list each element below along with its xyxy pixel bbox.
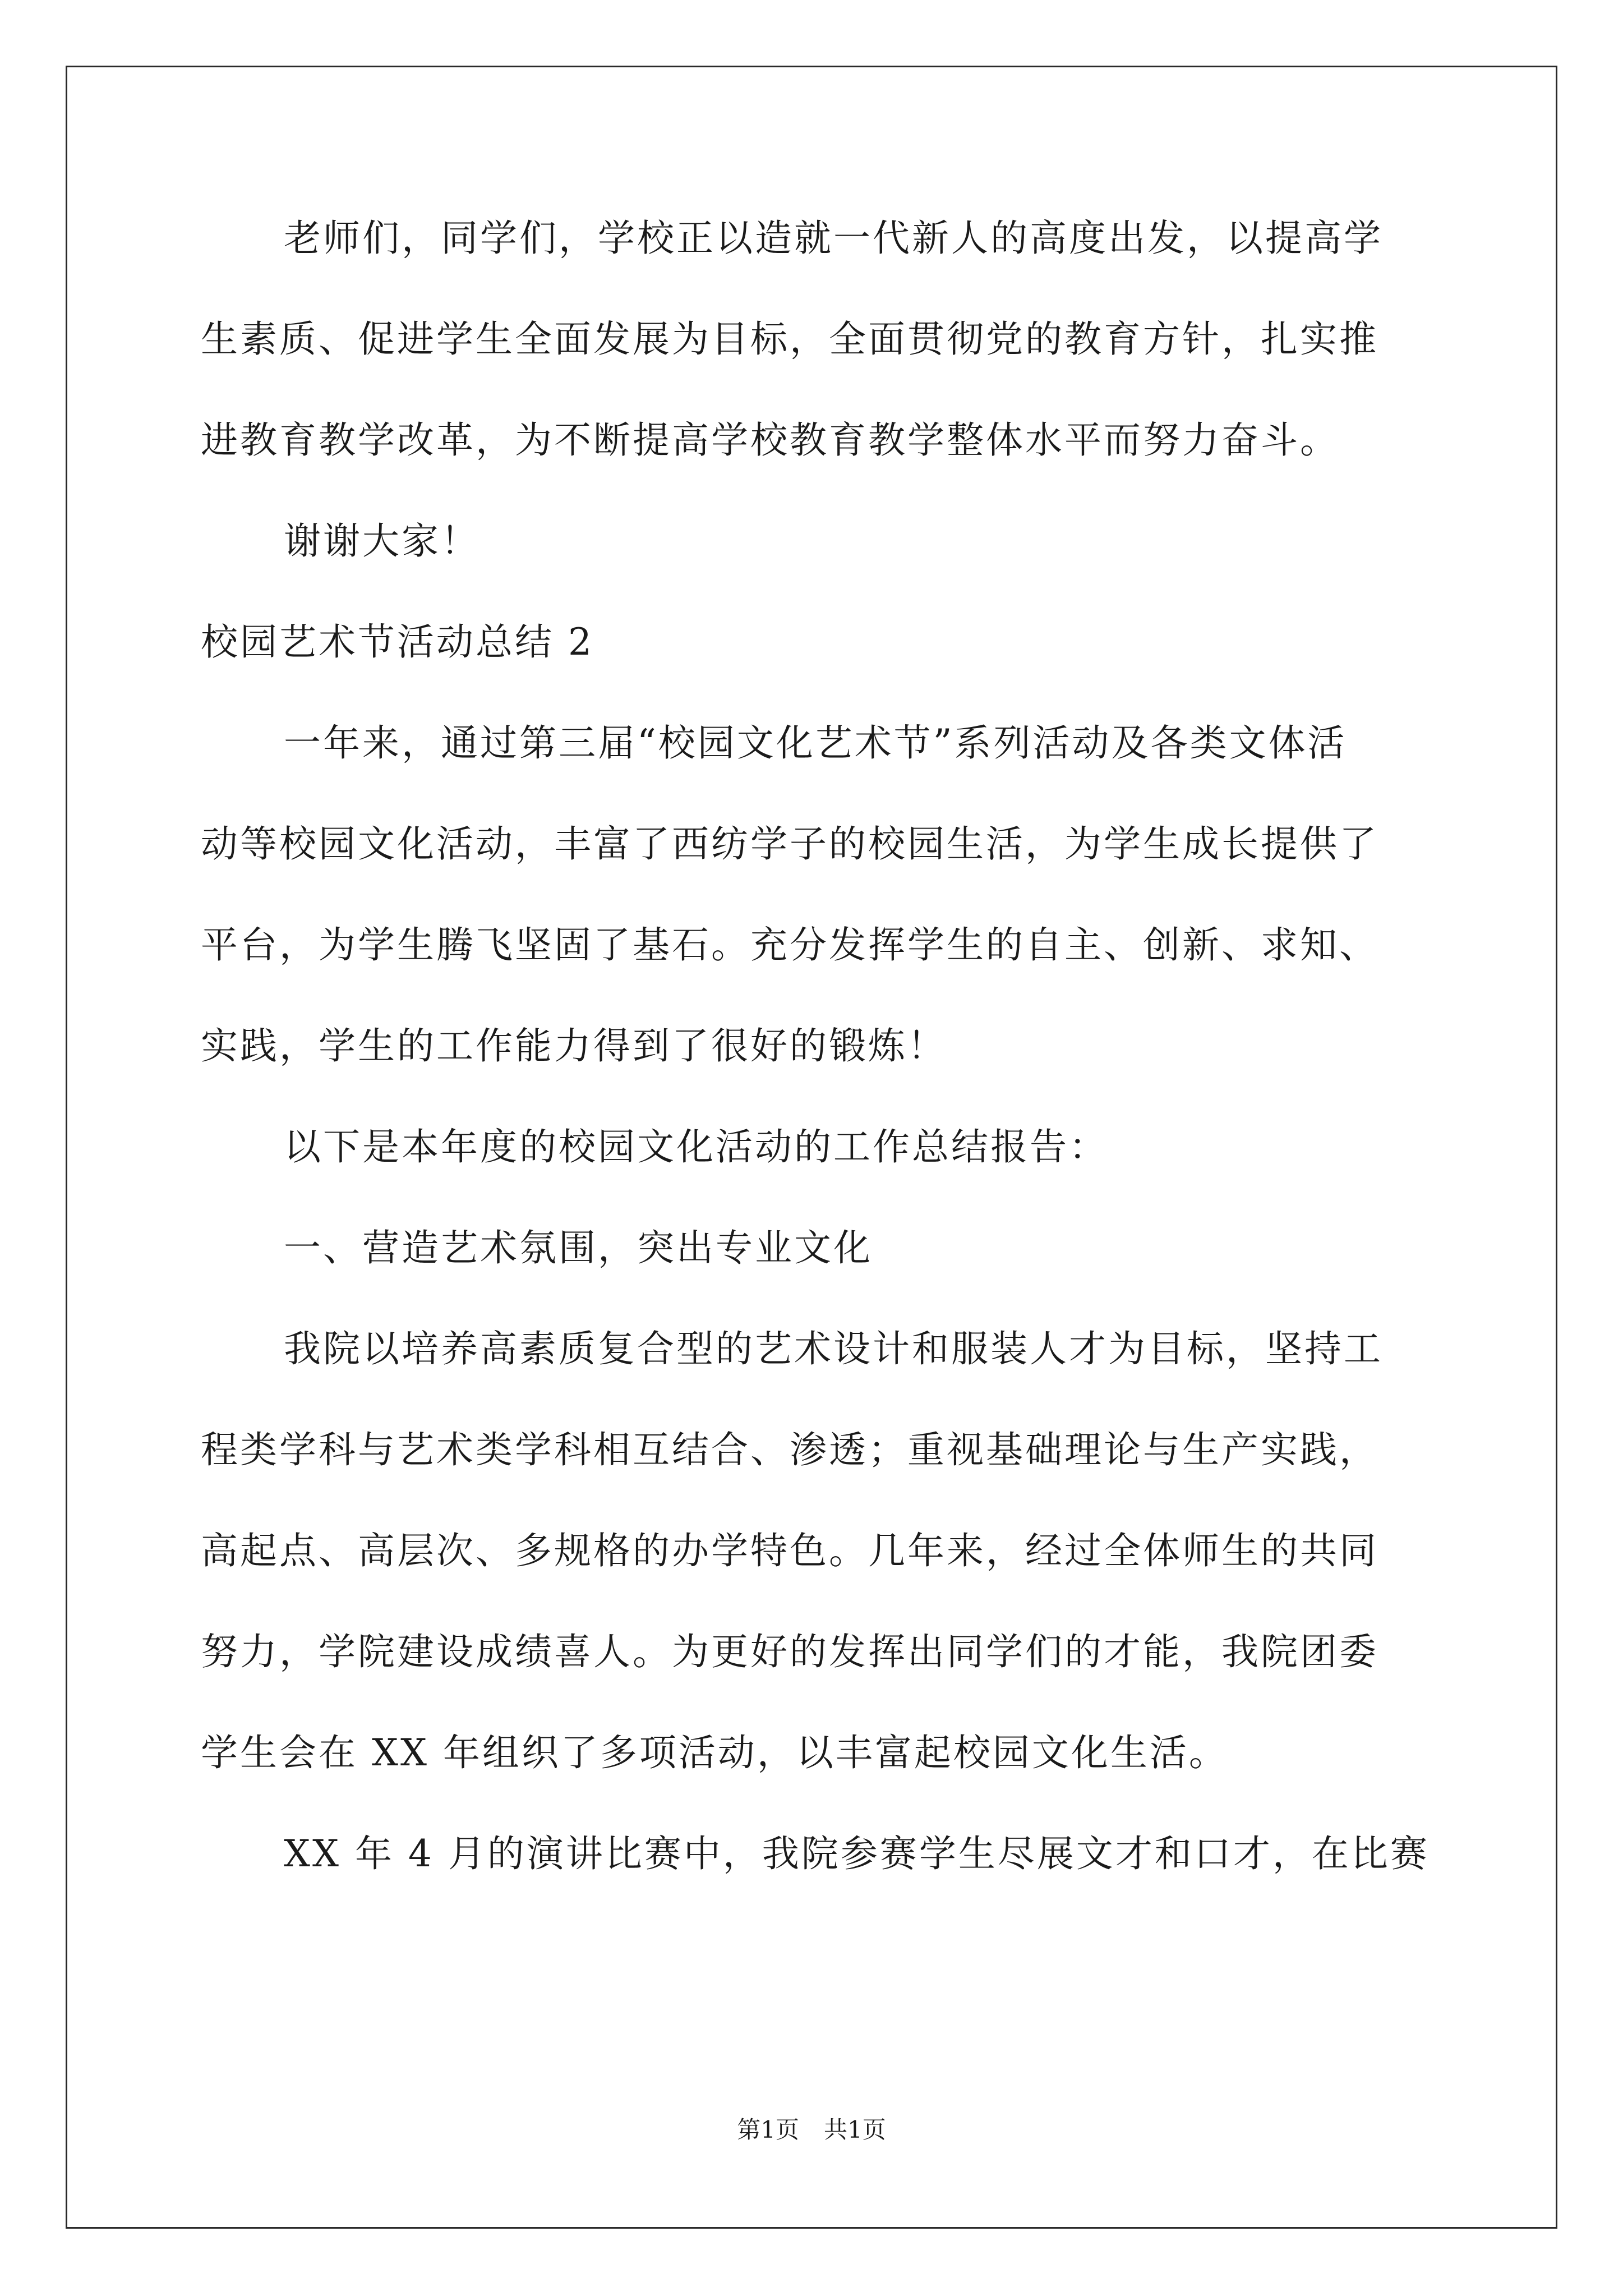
paragraph-line: 动等校园文化活动，丰富了西纺学子的校园生活，为学生成长提供了 (201, 822, 1378, 866)
paragraph-line: 努力，学院建设成绩喜人。为更好的发挥出同学们的才能，我院团委 (201, 1630, 1378, 1673)
paragraph-line: 程类学科与艺术类学科相互结合、渗透；重视基础理论与生产实践， (201, 1428, 1378, 1471)
paragraph-line: 实践，学生的工作能力得到了很好的锻炼！ (201, 1024, 947, 1068)
page-footer (0, 2114, 1623, 2146)
paragraph-line: 进教育教学改革，为不断提高学校教育教学整体水平而努力奋斗。 (201, 418, 1339, 462)
paragraph-line: 高起点、高层次、多规格的办学特色。几年来，经过全体师生的共同 (201, 1529, 1378, 1572)
section-heading: 校园艺术节活动总结 2 (201, 620, 594, 664)
paragraph-line: XX 年 4 月的演讲比赛中，我院参赛学生尽展文才和口才，在比赛 (284, 1832, 1430, 1875)
subsection-heading: 一、营造艺术氛围，突出专业文化 (284, 1226, 873, 1269)
closing-line: 谢谢大家！ (284, 519, 480, 563)
page-total: 共1页 (824, 2116, 886, 2143)
page-number: 第1页 (737, 2116, 799, 2143)
paragraph-line: 以下是本年度的校园文化活动的工作总结报告： (284, 1125, 1108, 1168)
paragraph-line: 学生会在 XX 年组织了多项活动，以丰富起校园文化生活。 (201, 1731, 1228, 1774)
paragraph-line: 生素质、促进学生全面发展为目标，全面贯彻党的教育方针，扎实推 (201, 318, 1378, 361)
paragraph-line: 一年来，通过第三届“校园文化艺术节”系列活动及各类文体活 (284, 721, 1347, 765)
paragraph-line: 老师们，同学们，学校正以造就一代新人的高度出发，以提高学 (284, 217, 1383, 260)
paragraph-line: 平台，为学生腾飞坚固了基石。充分发挥学生的自主、创新、求知、 (201, 923, 1378, 967)
paragraph-line: 我院以培养高素质复合型的艺术设计和服装人才为目标，坚持工 (284, 1327, 1383, 1370)
